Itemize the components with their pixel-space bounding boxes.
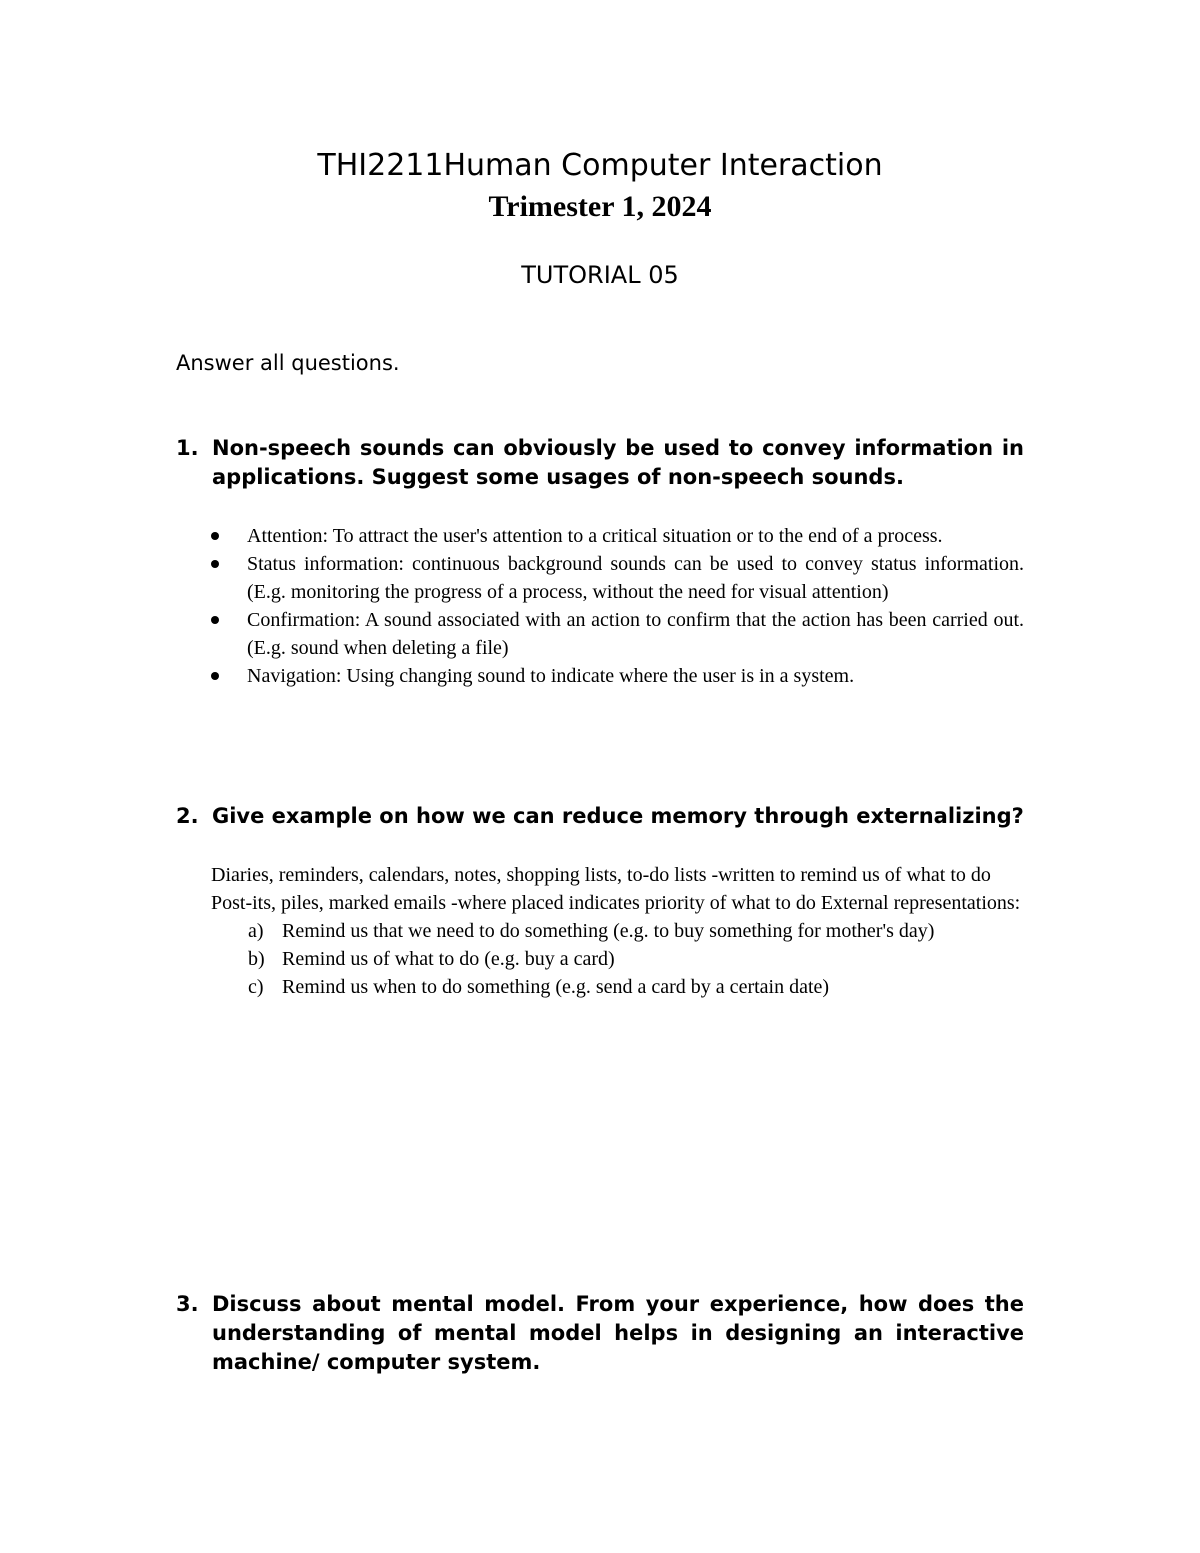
list-item-letter: b) xyxy=(248,948,265,970)
answer-paragraph: Post-its, piles, marked emails -where placed indicates priority of what to do External representations: xyxy=(211,892,1021,914)
list-item-text: Remind us that we need to do something (e.g. to buy something for mother's day) xyxy=(282,920,935,942)
question-1-answer-list xyxy=(211,522,1024,690)
list-item-letter: a) xyxy=(248,920,264,942)
list-item xyxy=(211,973,1024,1001)
list-item-text: Remind us when to do something (e.g. send a card by a certain date) xyxy=(282,976,830,998)
bullet-text: Navigation: Using changing sound to indicate where the user is in a system. xyxy=(247,665,855,687)
question-text: Give example on how we can reduce memory through externalizing? xyxy=(212,804,1024,828)
question-3 xyxy=(176,1290,1024,1377)
answer-paragraph: Diaries, reminders, calendars, notes, shopping lists, to-do lists -written to remind us of what to do xyxy=(211,864,991,886)
instructions: Answer all questions. xyxy=(176,351,400,375)
question-text: Discuss about mental model. From your experience, how does the understanding of mental model helps in designing an interactive machine/ computer system. xyxy=(212,1292,1024,1374)
answer-bullet-status-information xyxy=(211,550,1024,606)
answer-bullet-confirmation xyxy=(211,606,1024,662)
bullet-icon xyxy=(211,560,219,568)
bullet-icon xyxy=(211,616,219,624)
bullet-text: Attention: To attract the user's attention to a critical situation or to the end of a process. xyxy=(247,525,943,547)
question-number: 2. xyxy=(176,804,199,828)
course-title: THI2211Human Computer Interaction xyxy=(317,148,883,183)
list-item xyxy=(211,945,1024,973)
list-item-text: Remind us of what to do (e.g. buy a card) xyxy=(282,948,615,970)
answer-bullet-navigation xyxy=(211,662,1024,690)
tutorial-heading: TUTORIAL 05 xyxy=(521,261,679,289)
trimester-heading: Trimester 1, 2024 xyxy=(488,190,712,223)
answer-sublist xyxy=(211,917,1024,1001)
bullet-icon xyxy=(211,532,219,540)
bullet-text: Status information: continuous background sounds can be used to convey status information. (E.g. monitoring the progress of a process, without the need for visual attention) xyxy=(247,553,1024,603)
question-text: Non-speech sounds can obviously be used to convey information in applications. Suggest some usages of non-speech sounds. xyxy=(212,436,1024,489)
question-2-answer xyxy=(211,861,1024,1001)
bullet-text: Confirmation: A sound associated with an action to confirm that the action has been carried out. (E.g. sound when deleting a file) xyxy=(247,609,1024,659)
question-1 xyxy=(176,434,1024,492)
question-number: 1. xyxy=(176,436,199,460)
list-item xyxy=(211,917,1024,945)
bullet-icon xyxy=(211,672,219,680)
question-2 xyxy=(176,802,1024,831)
question-number: 3. xyxy=(176,1292,199,1316)
list-item-letter: c) xyxy=(248,976,264,998)
answer-bullet-attention xyxy=(211,522,1024,550)
